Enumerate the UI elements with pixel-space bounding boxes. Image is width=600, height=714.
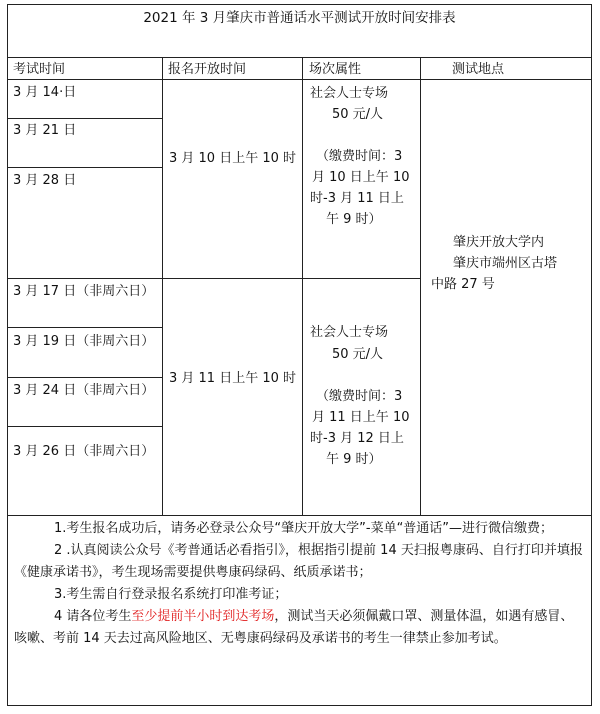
payment-time-line: 时-3 月 11 日上 <box>310 191 404 206</box>
location-line: 肇庆开放大学内 <box>453 235 545 250</box>
payment-time-line: 月 10 日上午 10 <box>312 170 410 185</box>
exam-date: 3 月 28 日 <box>13 173 77 188</box>
exam-date: 3 月 21 日 <box>13 123 77 138</box>
session-fee: 50 元/人 <box>332 347 384 362</box>
col-divider-3 <box>420 57 421 515</box>
col-divider-2 <box>302 57 303 515</box>
header-session-type: 场次属性 <box>309 62 362 77</box>
header-location: 测试地点 <box>452 62 505 77</box>
exam-date: 3 月 26 日（非周六日） <box>13 444 155 459</box>
test-location <box>425 232 589 295</box>
divider-row-1 <box>7 118 162 119</box>
divider-group <box>7 278 420 279</box>
table-title: 2021 年 3 月肇庆市普通话水平测试开放时间安排表 <box>143 10 456 26</box>
payment-time-line: 时-3 月 12 日上 <box>310 431 404 446</box>
note-2: 2 .认真阅读公众号《考普通话必看指引》，根据指引提前 14 天扫报粤康码、自行打印并填报《健康承诺书》，考生现场需要提供粤康码绿码、纸质承诺书； <box>14 543 583 580</box>
note-4-rest: ，测试当天必须佩戴口罩、测量体温，如遇有感冒、咳嗽、考前 14 天去过高风险地区、无粤康码绿码及承诺书的考生一律禁止参加考试。 <box>14 609 574 646</box>
payment-time-line: 午 9 时） <box>326 452 382 467</box>
location-line: 肇庆市端州区古塔 <box>453 256 558 271</box>
col-divider-1 <box>162 57 163 515</box>
note-3: 3.考生需自行登录报名系统打印准考证； <box>54 587 288 602</box>
location-line: 中路 27 号 <box>431 277 495 292</box>
note-4 <box>14 606 586 650</box>
divider-notes <box>7 515 592 516</box>
notes-section <box>14 518 586 650</box>
note-1: 1.考生报名成功后，请务必登录公众号“肇庆开放大学”-菜单“普通话”—进行微信缴费； <box>54 521 554 536</box>
exam-date: 3 月 24 日（非周六日） <box>13 383 155 398</box>
exam-date: 3 月 19 日（非周六日） <box>13 334 155 349</box>
header-registration-open: 报名开放时间 <box>168 62 247 77</box>
note-4-highlight: 至少提前半小时到达考场 <box>131 609 275 624</box>
payment-time-line: 午 9 时） <box>326 212 382 227</box>
divider-row-6 <box>7 426 162 427</box>
session-type: 社会人士专场 <box>310 325 389 340</box>
divider-row-2 <box>7 167 162 168</box>
exam-date: 3 月 14·日 <box>13 85 77 100</box>
divider-row-4 <box>7 327 162 328</box>
session-type: 社会人士专场 <box>310 86 389 101</box>
exam-date: 3 月 17 日（非周六日） <box>13 284 155 299</box>
header-exam-time: 考试时间 <box>13 62 66 77</box>
session-fee: 50 元/人 <box>332 107 384 122</box>
registration-open-time: 3 月 11 日上午 10 时 <box>168 371 297 386</box>
divider-title <box>7 57 592 58</box>
payment-time-line: （缴费时间：3 <box>316 389 403 404</box>
divider-row-5 <box>7 377 162 378</box>
payment-time-line: （缴费时间：3 <box>316 149 403 164</box>
payment-time-line: 月 11 日上午 10 <box>312 410 410 425</box>
divider-header <box>7 79 592 80</box>
note-4-prefix: 4 请各位考生 <box>54 609 132 624</box>
registration-open-time: 3 月 10 日上午 10 时 <box>168 151 297 166</box>
